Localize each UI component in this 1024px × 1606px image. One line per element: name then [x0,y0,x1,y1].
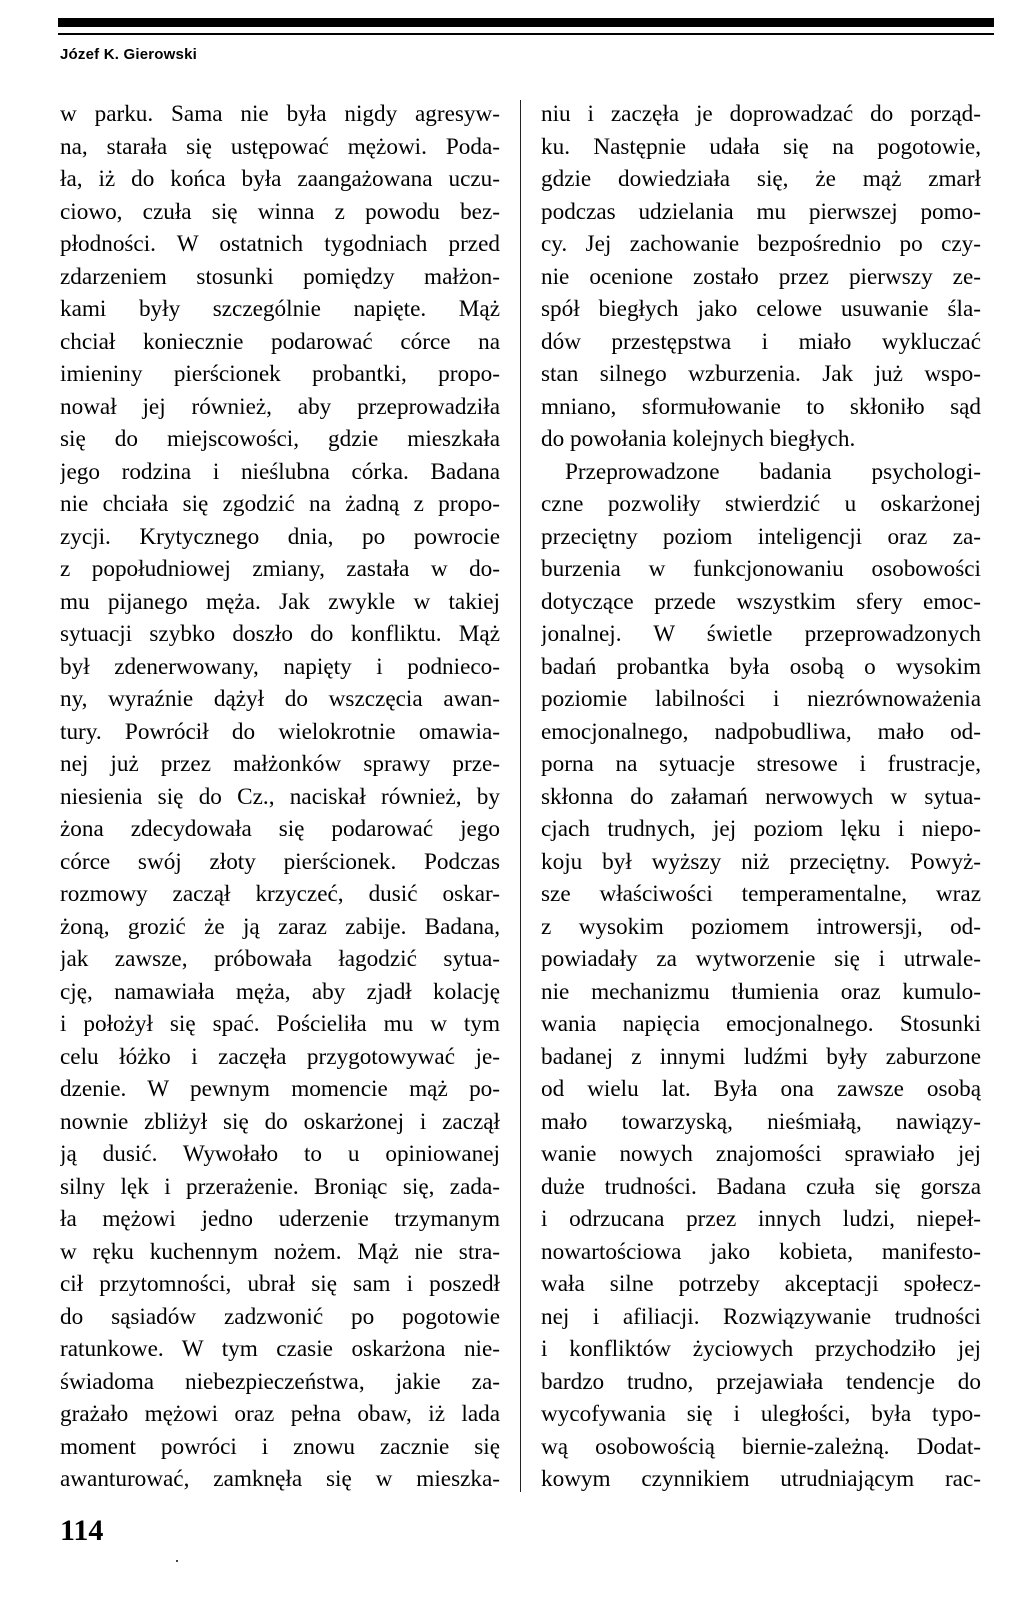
right-column-paragraph-2 [541,456,981,1496]
text-line: i położył się spać. Pościeliła mu w tym [60,1011,500,1037]
text-line: moment powróci i znowu zacznie się [60,1433,500,1460]
text-line: cję, namawiała męża, aby zjadł kolację [60,978,500,1005]
text-line: w parku. Sama nie była nigdy agresyw- [60,101,500,127]
text-line: nowartościowa jako kobieta, manifesto- [541,1238,981,1265]
text-line: cił przytomności, ubrał się sam i poszedł [60,1271,500,1297]
text-line: i odrzucana przez innych ludzi, niepeł- [541,1206,981,1232]
text-line: duże trudności. Badana czuła się gorsza [541,1173,981,1200]
text-line: Przeprowadzone badania psychologi- [565,458,981,485]
text-line: nownie zbliżył się do oskarżonej i zaczął [60,1108,500,1135]
text-line: żoną, grozić że ją zaraz zabije. Badana, [60,913,500,940]
text-line: mu pijanego męża. Jak zwykle w takiej [60,588,500,615]
text-line: ku. Następnie udała się na pogotowie, [541,133,981,160]
text-line: nej i afiliacji. Rozwiązywanie trudności [541,1303,981,1330]
text-line: ciowo, czuła się winna z powodu bez- [60,198,500,225]
left-column [60,98,500,1496]
text-line: nej już przez małżonków sprawy prze- [60,751,500,777]
text-line: dów przestępstwa i miało wykluczać [541,328,981,355]
text-line: jak zawsze, próbowała łagodzić sytua- [60,946,500,972]
text-line: ła, iż do końca była zaangażowana uczu- [60,166,500,192]
page-number: 114 [60,1514,104,1547]
text-line: jego rodzina i nieślubna córka. Badana [60,458,500,485]
text-line: porna na sytuacje stresowe i frustracje, [541,751,981,777]
text-line: emocjonalnego, nadpobudliwa, mało od- [541,718,981,745]
column-divider [520,100,521,1492]
text-line: wycofywania się i uległości, była typo- [541,1401,981,1427]
text-line: gdzie dowiedziała się, że mąż zmarł [541,166,981,192]
running-head-author: Józef K. Gierowski [60,46,197,63]
text-line: przeciętny poziom inteligencji oraz za- [541,523,981,550]
text-line: mało towarzyską, nieśmiałą, nawiązy- [541,1108,981,1135]
text-line: sytuacji szybko doszło do konfliktu. Mąż [60,621,500,647]
text-line: z popołudniowej zmiany, zastała w do- [60,556,500,582]
text-line: koju był wyższy niż przeciętny. Powyż- [541,848,981,875]
text-line: cy. Jej zachowanie bezpośrednio po czy- [541,231,981,257]
text-line: i konfliktów życiowych przychodziło jej [541,1336,981,1362]
text-line: jonalnej. W świetle przeprowadzonych [541,621,981,647]
text-line: burzenia w funkcjonowaniu osobowości [541,556,981,582]
text-line: zdarzeniem stosunki pomiędzy małżon- [60,263,500,290]
text-line: skłonna do załamań nerwowych w sytua- [541,783,981,810]
text-line: wą osobowością biernie-zależną. Dodat- [541,1433,981,1460]
text-line: kowym czynnikiem utrudniającym rac- [541,1466,981,1492]
text-line: wała silne potrzeby akceptacji społecz- [541,1271,981,1297]
text-line: silny lęk i przerażenie. Broniąc się, zada- [60,1173,500,1200]
text-line: kami były szczególnie napięte. Mąż [60,296,500,322]
right-column-paragraph-1 [541,98,981,456]
text-line: podczas udzielania mu pierwszej pomo- [541,198,981,225]
text-line: w ręku kuchennym nożem. Mąż nie stra- [60,1238,500,1265]
text-line: awanturować, zamknęła się w mieszka- [60,1466,500,1492]
text-line: czne pozwoliły stwierdzić u oskarżonej [541,491,981,517]
text-line: stan silnego wzburzenia. Jak już wspo- [541,361,981,387]
right-column [541,98,981,1496]
text-line: spół biegłych jako celowe usuwanie śla- [541,296,981,322]
text-line: dzenie. W pewnym momencie mąż po- [60,1076,500,1102]
header-rule-thin [58,33,994,35]
text-line: nie chciała się zgodzić na żadną z propo- [60,491,500,517]
text-line: ny, wyraźnie dążył do wszczęcia awan- [60,686,500,712]
text-line: grażało mężowi oraz pełna obaw, iż lada [60,1401,500,1427]
text-line: mniano, sformułowanie to skłoniło sąd [541,393,981,420]
text-line: badanej z innymi ludźmi były zaburzone [541,1043,981,1070]
text-line: celu łóżko i zaczęła przygotowywać je- [60,1043,500,1070]
text-line: ją dusić. Wywołało to u opiniowanej [60,1141,500,1167]
text-line: ratunkowe. W tym czasie oskarżona nie- [60,1336,500,1362]
text-line: się do miejscowości, gdzie mieszkała [60,426,500,452]
text-line: od wielu lat. Była ona zawsze osobą [541,1076,981,1102]
text-line: na, starała się ustępować mężowi. Poda- [60,133,500,160]
text-line: dotyczące przede wszystkim sfery emoc- [541,588,981,615]
text-line: imieniny pierścionek probantki, propo- [60,361,500,387]
text-line: żona zdecydowała się podarować jego [60,816,500,842]
text-line: do sąsiadów zadzwonić po pogotowie [60,1303,500,1330]
text-line: niu i zaczęła je doprowadzać do porząd- [541,101,981,127]
text-line: sze właściwości temperamentalne, wraz [541,881,981,907]
text-line: tury. Powrócił do wielokrotnie omawia- [60,718,500,745]
text-line: chciał koniecznie podarować córce na [60,328,500,355]
text-line: nował jej również, aby przeprowadziła [60,393,500,420]
text-line: bardzo trudno, przejawiała tendencje do [541,1368,981,1395]
text-line: nie mechanizmu tłumienia oraz kumulo- [541,978,981,1005]
text-line: z wysokim poziomem introwersji, od- [541,913,981,940]
text-line: wanie nowych znajomości sprawiało jej [541,1141,981,1167]
print-speck [176,1560,178,1562]
text-line: ła mężowi jedno uderzenie trzymanym [60,1206,500,1232]
text-line: córce swój złoty pierścionek. Podczas [60,848,500,875]
text-line: świadoma niebezpieczeństwa, jakie za- [60,1368,500,1395]
text-line: cjach trudnych, jej poziom lęku i niepo- [541,816,981,842]
text-line: badań probantka była osobą o wysokim [541,653,981,680]
text-line: niesienia się do Cz., naciskał również, by [60,783,500,810]
left-column-paragraph [60,98,500,1496]
text-line: do powołania kolejnych biegłych. [541,426,856,452]
text-line: nie ocenione zostało przez pierwszy ze- [541,263,981,290]
text-line: poziomie labilności i niezrównoważenia [541,686,981,712]
header-rule-thick [58,18,994,27]
text-line: wania napięcia emocjonalnego. Stosunki [541,1011,981,1037]
text-line: powiadały za wytworzenie się i utrwale- [541,946,981,972]
text-line: zycji. Krytycznego dnia, po powrocie [60,523,500,550]
text-line: płodności. W ostatnich tygodniach przed [60,231,500,257]
text-line: rozmowy zaczął krzyczeć, dusić oskar- [60,881,500,907]
text-line: był zdenerwowany, napięty i podnieco- [60,653,500,680]
